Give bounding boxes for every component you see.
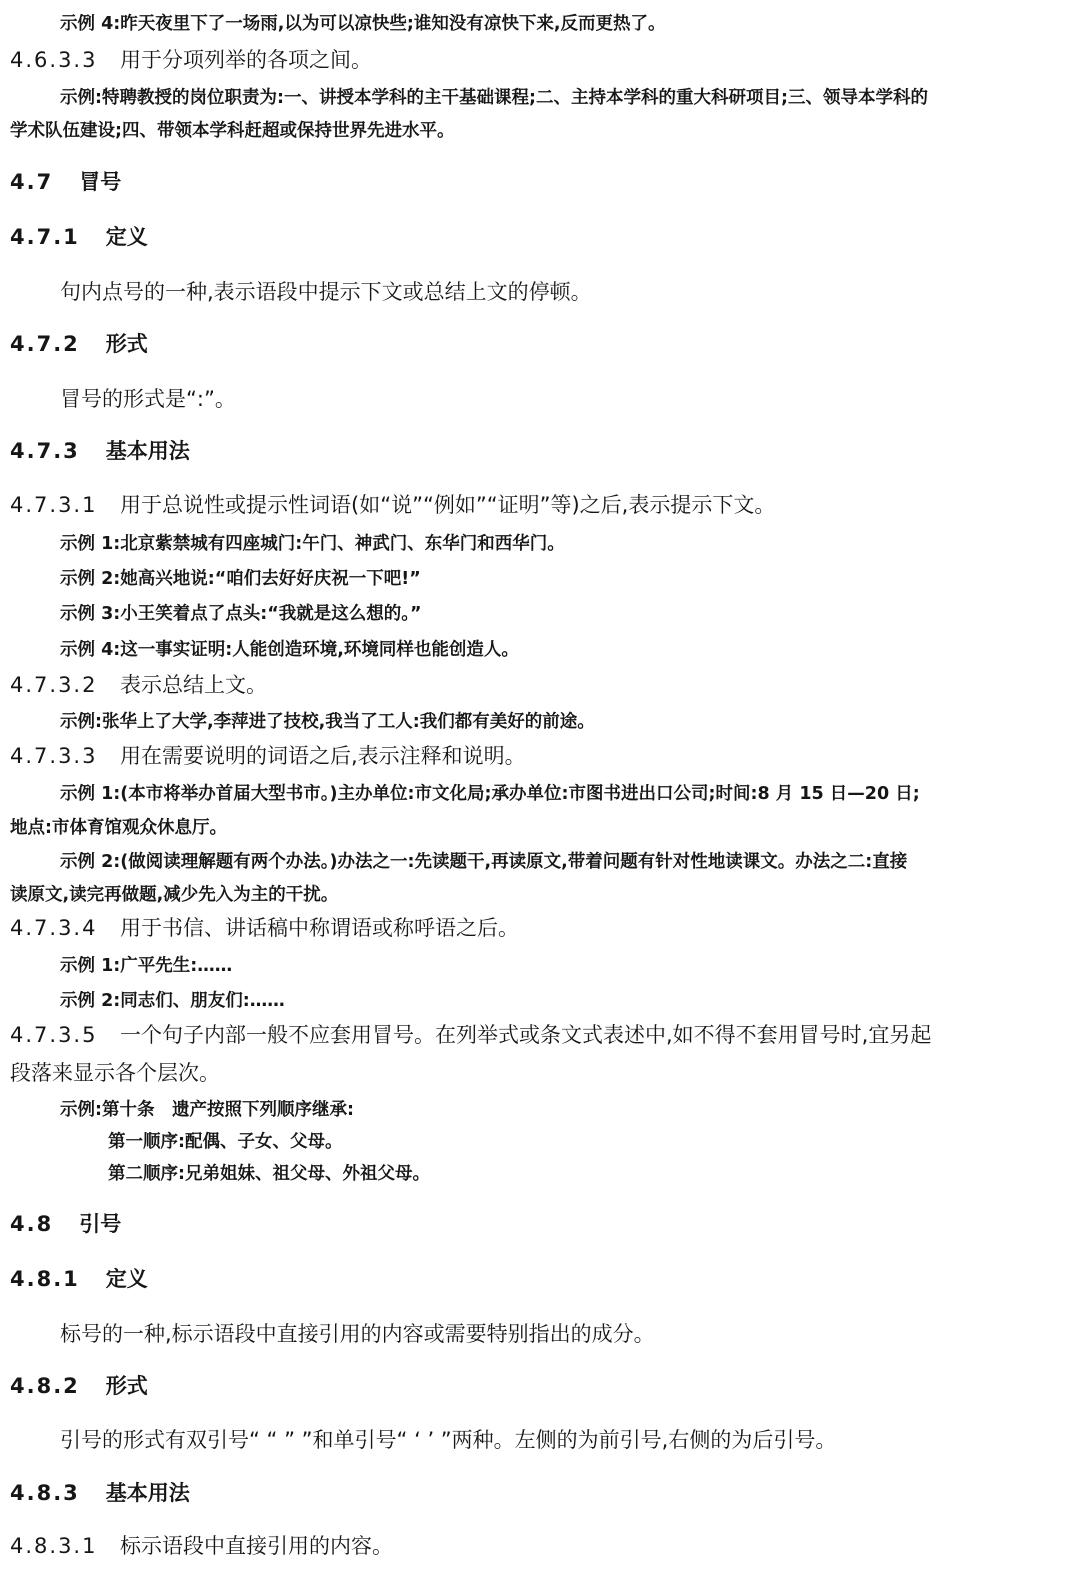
clause-number: 4.7.3.2 (10, 673, 98, 697)
section-title: 形式 (105, 1374, 148, 1398)
section-title: 引号 (79, 1212, 122, 1236)
section-number: 4.8.1 (10, 1267, 80, 1291)
section-title: 基本用法 (105, 439, 190, 463)
example-continuation: 学术队伍建设;四、带领本学科赶超或保持世界先进水平。 (10, 121, 455, 141)
section-title: 冒号 (79, 170, 122, 194)
example-line: 示例:第十条 遗产按照下列顺序继承: (60, 1100, 354, 1120)
section-number: 4.8.3 (10, 1481, 80, 1505)
section-heading-4-8 (10, 1214, 121, 1235)
clause-number: 4.8.3.1 (10, 1534, 98, 1558)
example-line: 示例 1:(本市将举办首届大型书市。)主办单位:市文化局;承办单位:市图书进出口公司;时间:8 月 15 日—20 日; (60, 784, 920, 804)
clause-number: 4.6.3.3 (10, 48, 98, 72)
clause-4-7-3-4 (10, 918, 519, 939)
clause-number: 4.7.3.1 (10, 493, 98, 517)
example-line: 示例 3:小王笑着点了点头:“我就是这么想的。” (60, 604, 422, 624)
section-title: 定义 (105, 225, 148, 249)
example-continuation: 地点:市体育馆观众休息厅。 (10, 818, 227, 838)
example-line: 示例 1:北京紫禁城有四座城门:午门、神武门、东华门和西华门。 (60, 534, 565, 554)
clause-text: 用于总说性或提示性词语(如“说”“例如”“证明”等)之后,表示提示下文。 (120, 493, 776, 517)
example-line: 示例:张华上了大学,李萍进了技校,我当了工人:我们都有美好的前途。 (60, 712, 595, 732)
section-heading-4-8-2 (10, 1376, 148, 1397)
section-number: 4.7.1 (10, 225, 80, 249)
example-line: 示例 2:她高兴地说:“咱们去好好庆祝一下吧!” (60, 569, 421, 589)
clause-text: 表示总结上文。 (120, 673, 267, 697)
clause-text: 标示语段中直接引用的内容。 (120, 1534, 393, 1558)
section-heading-4-7-1 (10, 227, 148, 248)
paragraph: 标号的一种,标示语段中直接引用的内容或需要特别指出的成分。 (60, 1322, 655, 1346)
clause-number: 4.7.3.3 (10, 744, 98, 768)
clause-4-7-3-3 (10, 746, 526, 767)
paragraph: 句内点号的一种,表示语段中提示下文或总结上文的停顿。 (60, 280, 592, 304)
example-line: 示例 4:昨天夜里下了一场雨,以为可以凉快些;谁知没有凉快下来,反而更热了。 (60, 14, 666, 34)
clause-text: 一个句子内部一般不应套用冒号。在列举式或条文式表述中,如不得不套用冒号时,宜另起 (120, 1023, 932, 1047)
example-indented-line: 第一顺序:配偶、子女、父母。 (108, 1132, 343, 1152)
example-line: 示例:特聘教授的岗位职责为:一、讲授本学科的主干基础课程;二、主持本学科的重大科研项目;三、领导本学科的 (60, 88, 928, 108)
section-title: 形式 (105, 332, 148, 356)
clause-4-8-3-1 (10, 1536, 393, 1557)
section-number: 4.8 (10, 1212, 54, 1236)
section-heading-4-7-2 (10, 334, 148, 355)
clause-4-6-3-3 (10, 50, 372, 71)
paragraph: 冒号的形式是“:”。 (60, 387, 236, 411)
clause-number: 4.7.3.5 (10, 1023, 98, 1047)
example-line: 示例 4:这一事实证明:人能创造环境,环境同样也能创造人。 (60, 640, 519, 660)
paragraph: 引号的形式有双引号“ “ ” ”和单引号“ ‘ ’ ”两种。左侧的为前引号,右侧的为后引号。 (60, 1428, 837, 1452)
example-continuation: 读原文,读完再做题,减少先入为主的干扰。 (10, 885, 339, 905)
example-line: 示例 2:同志们、朋友们:…… (60, 991, 285, 1011)
clause-4-7-3-1 (10, 495, 775, 516)
section-heading-4-7 (10, 172, 121, 193)
clause-text: 用于分项列举的各项之间。 (120, 48, 372, 72)
example-line: 示例 1:广平先生:…… (60, 956, 233, 976)
clause-number: 4.7.3.4 (10, 916, 98, 940)
clause-4-7-3-5 (10, 1025, 931, 1046)
section-title: 定义 (105, 1267, 148, 1291)
section-number: 4.7 (10, 170, 54, 194)
clause-text: 用在需要说明的词语之后,表示注释和说明。 (120, 744, 526, 768)
example-indented-line: 第二顺序:兄弟姐妹、祖父母、外祖父母。 (108, 1164, 430, 1184)
section-number: 4.7.2 (10, 332, 80, 356)
section-title: 基本用法 (105, 1481, 190, 1505)
clause-text: 用于书信、讲话稿中称谓语或称呼语之后。 (120, 916, 519, 940)
section-number: 4.8.2 (10, 1374, 80, 1398)
section-number: 4.7.3 (10, 439, 80, 463)
section-heading-4-7-3 (10, 441, 190, 462)
example-line: 示例 2:(做阅读理解题有两个办法。)办法之一:先读题干,再读原文,带着问题有针对性地读课文。办法之二:直接 (60, 852, 908, 872)
section-heading-4-8-3 (10, 1483, 190, 1504)
section-heading-4-8-1 (10, 1269, 148, 1290)
clause-4-7-3-2 (10, 675, 267, 696)
clause-continuation: 段落来显示各个层次。 (10, 1061, 220, 1085)
